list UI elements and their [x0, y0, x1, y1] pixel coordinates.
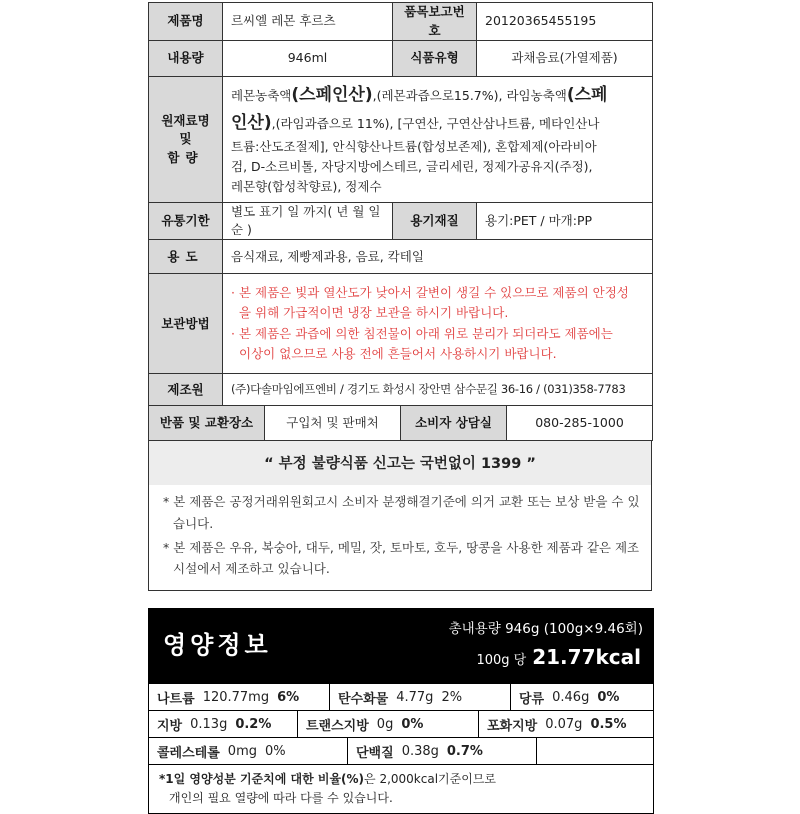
ingredient-lime-origin-2: 인산) — [231, 112, 272, 133]
ingredient-lime-origin-1: (스페 — [566, 85, 608, 106]
nutrient-percent: 0.7% — [446, 743, 483, 759]
consult-phone: 080-285-1000 — [507, 406, 653, 440]
nutrition-footnote-rest: 은 2,000kcal기준이므로 — [364, 772, 496, 786]
product-name-value: 르씨엘 레몬 후르츠 — [223, 3, 393, 41]
ingredients-label-line1: 원재료명 — [161, 113, 210, 129]
ingredient-lemon-origin: (스페인산) — [291, 85, 373, 106]
report-no-value: 20120365455195 — [477, 3, 653, 41]
food-type-value: 과채음료(가열제품) — [477, 41, 653, 77]
storage-note-2b: 이상이 없으므로 사용 전에 흔들어서 사용하시기 바랍니다. — [239, 346, 557, 362]
nutrient-name: 포화지방 — [487, 718, 538, 734]
nutrient-name: 나트륨 — [157, 691, 195, 707]
storage-note-1a: · 본 제품은 빛과 열산도가 낮아서 갈변이 생길 수 있으므로 제품의 안정성 — [231, 284, 629, 300]
product-name-label: 제품명 — [149, 3, 223, 41]
container-value: 용기:PET / 마개:PP — [477, 203, 653, 240]
nutrition-row-3 — [149, 737, 653, 764]
nutrient-amount: 0.13g — [190, 716, 228, 732]
ingredients-label-line2: 및 — [179, 131, 192, 147]
nutrient-protein — [348, 738, 537, 764]
nutrient-amount: 0g — [376, 716, 394, 732]
nutrition-row-2 — [149, 710, 653, 737]
ingredients-label — [149, 77, 223, 203]
nutrient-name: 단백질 — [356, 745, 394, 761]
notice-allergen: * 본 제품은 우유, 복숭아, 대두, 메밀, 잣, 토마토, 호두, 땅콩을 사용한 제품과 같은 제조시설에서 제조하고 있습니다. — [163, 539, 640, 577]
nutrient-name: 지방 — [157, 718, 183, 734]
nutrient-amount: 4.77g — [396, 689, 434, 705]
report-slogan — [148, 441, 652, 485]
nutrient-percent: 2% — [441, 689, 463, 705]
nutrient-sugars — [511, 684, 653, 710]
nutrition-title: 영양정보 — [163, 631, 272, 659]
nutrient-sodium — [149, 684, 330, 710]
nutrition-row-1 — [149, 683, 653, 710]
nutrient-percent: 0% — [401, 716, 424, 732]
nutrient-name: 콜레스테롤 — [157, 745, 220, 761]
container-label: 용기재질 — [393, 203, 477, 240]
notice-box — [148, 485, 652, 592]
nutrition-footnote — [149, 764, 653, 813]
nutrient-amount: 0.46g — [552, 689, 590, 705]
nutrition-total: 총내용량 946g (100g×9.46회) — [448, 621, 643, 637]
nutrient-trans-fat — [298, 711, 479, 737]
food-type-label: 식품유형 — [393, 41, 477, 77]
return-info-table — [148, 406, 653, 441]
storage-label: 보관방법 — [149, 274, 223, 374]
nutrient-saturated-fat — [479, 711, 653, 737]
nutrient-cholesterol — [149, 738, 348, 764]
report-slogan-text: “ 부정 불량식품 신고는 국번없이 1399 ” — [264, 456, 536, 473]
ingredient-rest-3: 검, D-소르비톨, 자당지방에스테르, 글리세린, 정제가공유지(주정), — [231, 158, 593, 174]
nutrient-percent: 0.2% — [235, 716, 272, 732]
nutrient-carbohydrate — [330, 684, 511, 710]
storage-note-1b: 을 위해 가급적이면 냉장 보관을 하시기 바랍니다. — [239, 305, 509, 321]
nutrition-footnote-line2: 개인의 필요 열량에 따라 다를 수 있습니다. — [169, 790, 393, 805]
ingredients-label-line3: 함량 — [167, 149, 204, 165]
nutrient-name: 당류 — [519, 691, 545, 707]
usage-label: 용도 — [149, 240, 223, 274]
ingredient-lemon-juice: ,(레몬과즙으로15.7%), — [372, 88, 507, 104]
usage-value: 음식재료, 제빵제과용, 음료, 칵테일 — [223, 240, 653, 274]
report-no-label: 품목보고번호 — [393, 3, 477, 41]
notice-exchange: * 본 제품은 공정거래위원회고시 소비자 분쟁해결기준에 의거 교환 또는 보상 받을 수 있습니다. — [163, 493, 640, 531]
nutrient-name: 탄수화물 — [338, 691, 389, 707]
ingredient-lemon: 레몬농축액 — [231, 88, 292, 104]
consult-label: 소비자 상담실 — [401, 406, 507, 440]
nutrient-percent: 6% — [277, 689, 300, 705]
nutrient-amount: 120.77mg — [202, 689, 270, 705]
nutrient-amount: 0mg — [227, 743, 257, 759]
storage-value — [223, 274, 653, 374]
nutrient-percent: 0% — [597, 689, 620, 705]
ingredient-lime: 라임농축액 — [506, 88, 567, 104]
nutrition-footnote-bold: *1일 영양성분 기준치에 대한 비율(%) — [159, 772, 365, 786]
ingredient-lime-juice: ,(라임과즙으로 11%), — [271, 115, 394, 131]
ingredient-rest-2: 트륨:산도조절제], 안식향산나트륨(합성보존제), 혼합제제(아라비아 — [231, 138, 597, 154]
nutrition-kcal: 21.77kcal — [532, 645, 641, 669]
nutrition-per-serving — [476, 645, 641, 669]
nutrient-name: 트랜스지방 — [306, 718, 369, 734]
ingredients-value — [223, 77, 653, 203]
nutrient-percent: 0% — [264, 743, 286, 759]
expiry-value: 별도 표기 일 까지( 년 월 일순 ) — [223, 203, 393, 240]
ingredient-rest-1: [구연산, 구연산삼나트륨, 메타인산나 — [393, 115, 600, 131]
nutrition-header — [149, 609, 653, 683]
nutrient-amount: 0.38g — [401, 743, 439, 759]
nutrition-facts-panel — [148, 608, 654, 814]
ingredient-rest-4: 레몬향(합성착향료), 정제수 — [231, 178, 382, 194]
expiry-label: 유통기한 — [149, 203, 223, 240]
nutrition-per-label: 100g 당 — [476, 653, 527, 668]
volume-label: 내용량 — [149, 41, 223, 77]
storage-note-2a: · 본 제품은 과즙에 의한 침전물이 아래 위로 분리가 되더라도 제품에는 — [231, 325, 613, 341]
product-label-sheet — [148, 2, 652, 805]
maker-label: 제조원 — [149, 374, 223, 406]
nutrient-fat — [149, 711, 298, 737]
return-place-label: 반품 및 교환장소 — [149, 406, 265, 440]
nutrient-empty-cell — [537, 738, 653, 764]
maker-value: (주)다솔마임에프엔비 / 경기도 화성시 장안면 삼수문길 36-16 / (031)358-7783 — [223, 374, 653, 406]
nutrient-percent: 0.5% — [590, 716, 627, 732]
volume-value: 946ml — [223, 41, 393, 77]
nutrient-amount: 0.07g — [545, 716, 583, 732]
return-place-value: 구입처 및 판매처 — [265, 406, 401, 440]
product-info-table — [148, 2, 653, 406]
